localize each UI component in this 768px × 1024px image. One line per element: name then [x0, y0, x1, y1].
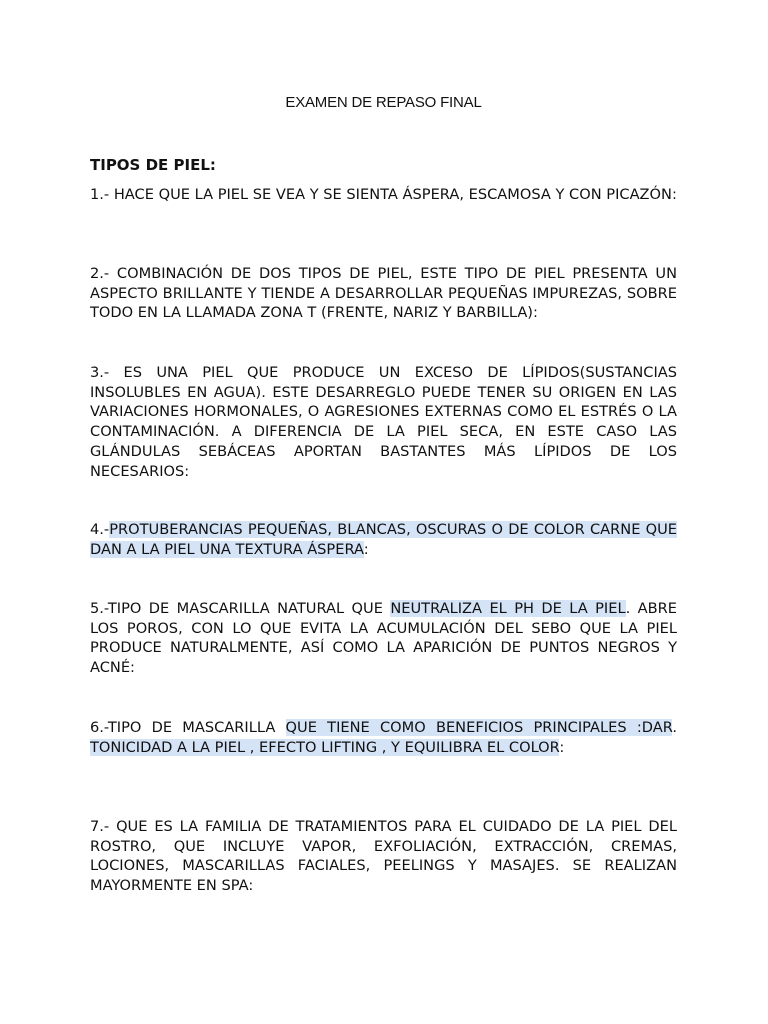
question-6-highlight-b: TONICIDAD A LA PIEL , EFECTO LIFTING , Y EQUILIBRA EL COLOR [90, 738, 560, 756]
question-5-suffix: . ABRE LOS POROS, CON LO QUE EVITA LA ACUMULACIÓN DEL SEBO QUE LA PIEL PRODUCE NATURALMENTE, ASÍ COMO LA APARICIÓN DE PUNTOS NEGROS Y ACNÉ: [90, 600, 678, 677]
question-4 [90, 520, 677, 559]
question-6-prefix: 6.-TIPO DE MASCARILLA [90, 719, 286, 736]
question-6-suffix: : [559, 738, 565, 756]
question-4-highlight: PROTUBERANCIAS PEQUEÑAS, BLANCAS, OSCURAS O DE COLOR CARNE QUE DAN A LA PIEL UNA TEXTURA ÁSPERA [90, 521, 677, 558]
question-5-highlight: NEUTRALIZA EL PH DE LA PIEL [390, 600, 626, 617]
question-7: 7.- QUE ES LA FAMILIA DE TRATAMIENTOS PARA EL CUIDADO DE LA PIEL DEL ROSTRO, QUE INCLUYE VAPOR, EXFOLIACIÓN, EXTRACCIÓN, CREMAS, LOCIONES, MASCARILLAS FACIALES, PEELINGS Y MASAJES. SE REALIZAN MAYORMENTE EN SPA: [90, 818, 677, 895]
question-4-prefix: 4.- [90, 521, 110, 538]
question-5 [90, 599, 677, 678]
question-6-highlight-a: QUE TIENE COMO BENEFICIOS PRINCIPALES :DAR [285, 719, 673, 736]
document-title: EXAMEN DE REPASO FINAL [285, 94, 482, 111]
question-2: 2.- COMBINACIÓN DE DOS TIPOS DE PIEL, ESTE TIPO DE PIEL PRESENTA UN ASPECTO BRILLANTE Y TIENDE A DESARROLLAR PEQUEÑAS IMPUREZAS, SOBRE TODO EN LA LLAMADA ZONA T (FRENTE, NARIZ Y BARBILLA): [90, 265, 677, 322]
question-4-suffix: : [363, 540, 369, 558]
question-6 [90, 718, 677, 757]
question-6-middle: . [672, 719, 677, 736]
question-1: 1.- HACE QUE LA PIEL SE VEA Y SE SIENTA ÁSPERA, ESCAMOSA Y CON PICAZÓN: [90, 186, 677, 203]
question-5-prefix: 5.-TIPO DE MASCARILLA NATURAL QUE [90, 600, 391, 617]
question-3: 3.- ES UNA PIEL QUE PRODUCE UN EXCESO DE LÍPIDOS(SUSTANCIAS INSOLUBLES EN AGUA). ESTE DESARREGLO PUEDE TENER SU ORIGEN EN LAS VARIACIONES HORMONALES, O AGRESIONES EXTERNAS COMO EL ESTRÉS O LA CONTAMINACIÓN. A DIFERENCIA DE LA PIEL SECA, EN ESTE CASO LAS GLÁNDULAS SEBÁCEAS APORTAN BASTANTES MÁS LÍPIDOS DE LOS NECESARIOS: [90, 364, 677, 480]
section-heading: TIPOS DE PIEL: [90, 156, 216, 174]
